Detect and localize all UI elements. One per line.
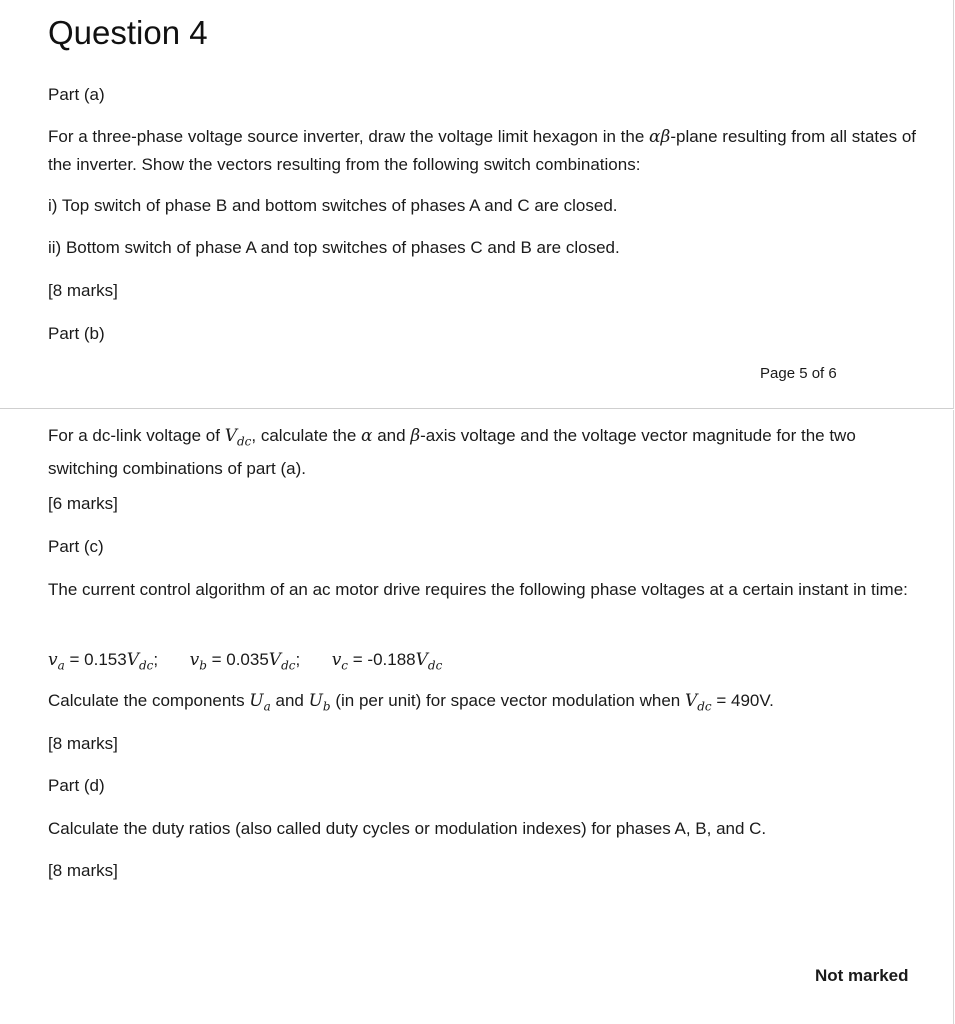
part-a-item-ii: ii) Bottom switch of phase A and top switches of phases C and B are closed. xyxy=(48,238,620,257)
part-a-intro: For a three-phase voltage source inverter, draw the voltage limit hexagon in the αβ-plane resulting from all states of the inverter. Show the vectors resulting from the following switch combinations: xyxy=(48,127,916,174)
part-b-marks: [6 marks] xyxy=(48,494,118,513)
part-b-text: For a dc-link voltage of $V_{dc}$, calculate the α and β-axis voltage and the voltage vector magnitude for the two switching combinations of part (a). xyxy=(48,426,856,479)
vdc-symbol: $V_{dc}$ xyxy=(224,426,252,449)
part-a-marks: [8 marks] xyxy=(48,281,118,300)
part-b-label: Part (b) xyxy=(48,324,105,343)
part-c-calculate: Calculate the components $U_a$ and $U_b$ (in per unit) for space vector modulation when $V_{dc} = 490V$. xyxy=(48,691,774,714)
page-5-upper xyxy=(0,0,954,409)
page-5-lower xyxy=(0,410,954,1024)
part-a-item-i: i) Top switch of phase B and bottom switches of phases A and C are closed. xyxy=(48,196,618,215)
part-d-label: Part (d) xyxy=(48,776,105,795)
vc-term: $v_c$ xyxy=(331,650,349,673)
va-term: $v_a$ xyxy=(48,650,65,673)
part-c-text: The current control algorithm of an ac motor drive requires the following phase voltages at a certain instant in time: xyxy=(48,580,908,599)
not-marked-label: Not marked xyxy=(815,966,909,985)
vb-term: $v_b$ xyxy=(189,650,207,673)
part-c-label: Part (c) xyxy=(48,537,104,556)
question-title: Question 4 xyxy=(48,14,208,51)
phase-voltages-equation: $v_a = 0.153V_{dc}$; $v_b = 0.035V_{dc}$; $v_c = -0.188V_{dc}$ xyxy=(48,650,443,673)
part-c-marks: [8 marks] xyxy=(48,734,118,753)
part-d-text: Calculate the duty ratios (also called duty cycles or modulation indexes) for phases A, B, and C. xyxy=(48,819,767,838)
part-d-marks: [8 marks] xyxy=(48,861,118,880)
page-number: Page 5 of 6 xyxy=(760,365,837,382)
part-a-label: Part (a) xyxy=(48,85,105,104)
